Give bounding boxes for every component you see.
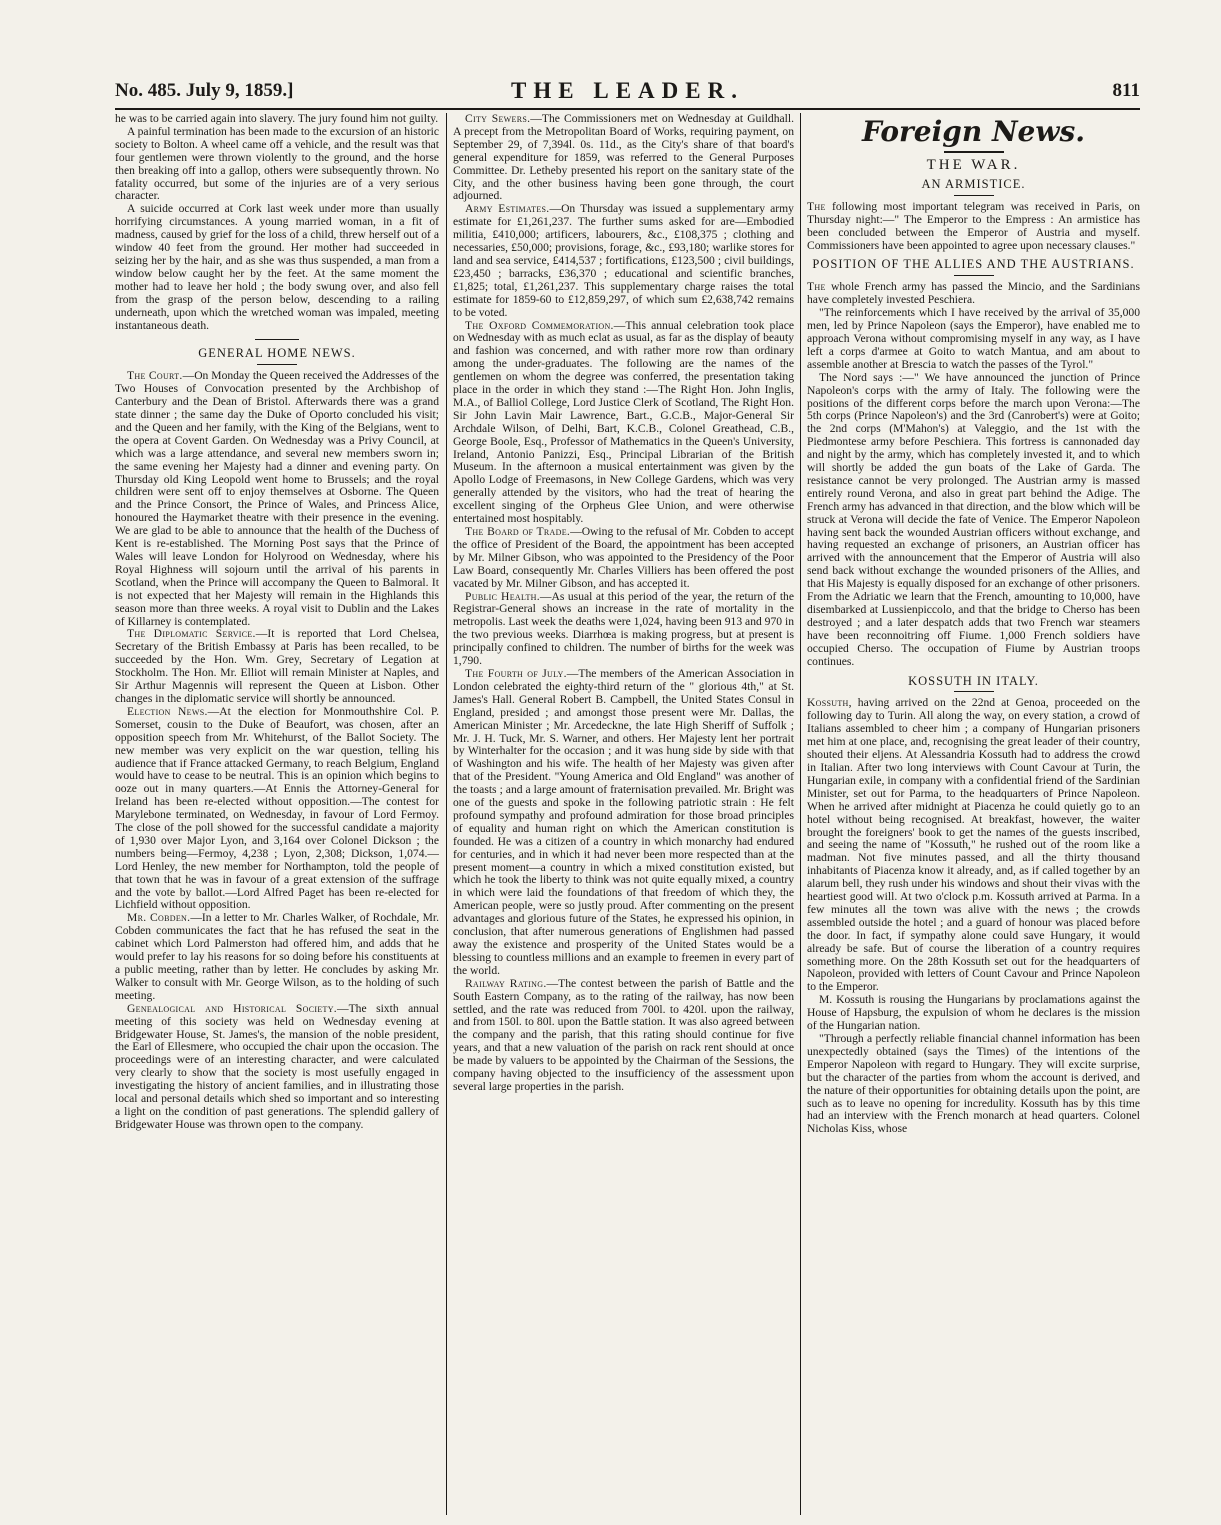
run-in-head: Mr. Cobden. [127, 911, 191, 925]
paragraph-text: —At the election for Monmouthshire Col. P. Somerset, cousin to the Duke of Beaufort, was chosen, after an opposition speech from Mr. Whitehurst, of the Ballot Society. The new member was very explicit on the war question, telling his audience that if France attacked Germany, to reach Belgium, England would have to cease to be neutral. This is an opinion which begins to ooze out in many quarters.—At Ennis the Attorney-General for Ireland has been re-elected without opposition.—The contest for Marylebone terminated, on Wednesday, in favour of Lord Fermoy. The close of the poll showed for the successful candidate a majority of 1,930 over Major Lyon, and 3,164 over Colonel Dickson ; the numbers being—Fermoy, 4,238 ; Lyon, 2,308; Dickson, 1,074.—Lord Henley, the new member for Northampton, told the people of that town that he was in favour of a great extension of the suffrage and the vote by ballot.—Lord Alfred Paget has been re-elected for Lichfield without opposition. [115, 704, 439, 912]
paragraph-text: —It is reported that Lord Chelsea, Secretary of the British Embassy at Paris has been recalled, to be succeeded by the Hon. Wm. Grey, Secretary of Legation at Stockholm. The Hon. Mr. Elliot will remain Minister at Naples, and Sir Arthur Magennis will represent the Queen at Lisbon. Other changes in the diplomatic service will shortly be announced. [115, 627, 439, 705]
paragraph-text: —The members of the American Association in London celebrated the eighty-third return of the " glorious 4th," at St. James's Hall. General Robert B. Campbell, the United States Consul in England, presided ; and amongst those present were Mr. Dallas, the American Minister ; Mr. Arcedeckne, the late High Sheriff of Suffolk ; Mr. J. H. Tuck, Mr. S. Warner, and others. Her Majesty lent her portrait by Winterhalter for the occasion ; and it was hung side by side with that of Washington and his wife. The health of her Majesty was given after that of the President. "Young America and Old England" was another of the toasts ; and a large amount of fraternisation prevailed. Mr. Bright was one of the guests and spoke in the following patriotic strain : He felt profound sympathy and profound admiration for those broad principles of equality and human right on which the American constitution is founded. He was a citizen of a country in which monarchy had endured for centuries, and in which it had never been more respected than at the present moment—a country in which a mixed constitution existed, but which he took the liberty to think was not quite equally mixed, a country in which were laid the foundations of that freedom of which they, the American people, were so justly proud. After commenting on the present advantages and glorious future of the States, he expressed his opinion, in conclusion, that after numerous generations of Englishmen had passed away the existence and prosperity of the United States would be a blessing to countless millions and an example to freemen in every part of the world. [453, 666, 794, 977]
section-heading: KOSSUTH IN ITALY. [807, 675, 1140, 693]
column-2 [453, 113, 794, 1515]
run-in-head: Army Estimates. [465, 202, 550, 216]
column-rule [800, 113, 801, 1515]
paragraph: he was to be carried again into slavery. The jury found him not guilty. [115, 113, 439, 125]
paragraph [807, 697, 1140, 994]
paragraph [453, 526, 794, 591]
paragraph [115, 1003, 439, 1132]
paragraph [115, 370, 439, 628]
run-in-head: The Oxford Commemoration. [465, 318, 614, 332]
paragraph [807, 201, 1140, 253]
paragraph [453, 591, 794, 668]
paragraph: A painful termination has been made to the excursion of an historic society to Bolton. A wheel came off a vehicle, and the result was that four gentlemen were thrown violently to the ground, and the horse then breaking off into a gallop, others were subsequently thrown. No fatality occurred, but some of the injuries are of a very serious character. [115, 124, 439, 203]
paragraph-text: —The contest between the parish of Battle and the South Eastern Company, as to the rating of the railway, has now been settled, and the rate was reduced from 700l. to 420l. upon the railway, and from 150l. to 80l. upon the Battle station. It was also agreed between the company and the parish, that this rating should continue for five years, and that a new valuation of the parish on rack rent should at once be made by valuers to be appointed by the Chairman of the Sessions, the company having objected to the insufficiency of the assessment upon several large properties in the parish. [453, 976, 794, 1093]
paragraph-text: —On Thursday was issued a supplementary army estimate for £1,261,237. The further sums asked for are—Embodied militia, £410,000; artificers, labourers, &c., £108,375 ; clothing and necessaries, £50,000; provisions, forage, &c., £93,180; warlike stores for land and sea service, £414,537 ; fortifications, £123,500 ; civil buildings, £23,450 ; barracks, £36,370 ; educational and scientific branches, £1,825; total, £1,261,237. This supplementary charge raises the total estimate for 1859-60 to £12,859,297, of which sum £2,638,742 remains to be voted. [453, 202, 794, 319]
run-in-head: The Court. [127, 369, 183, 383]
section-rule [255, 339, 299, 340]
paragraph-text: —The Commissioners met on Wednesday at Guildhall. A precept from the Metropolitan Board of Works, requiring payment, on September 29, of 7,394l. 0s. 11d., as the City's share of that board's general expenditure for 1859, was referred to the General Purposes Committee. Dr. Letheby presented his report on the sanitary state of the City, and the other business having been gone through, the court adjourned. [453, 113, 794, 203]
paragraph: A suicide occurred at Cork last week under more than usually horrifying circumstances. A young married woman, in a fit of madness, caused by grief for the loss of a child, threw herself out of a window 40 feet from the ground. Her mother had succeeded in seizing her by the hair, and as she was thus suspended, a man from a window below caught her by the feet. At the same moment the mother had to leave her hold ; the body swung over, and also fell from the grasp of the person below, descending to a railing underneath, upon which the wretched woman was impaled, meeting instantaneous death. [115, 202, 439, 332]
column-3 [807, 113, 1140, 1515]
paragraph [453, 203, 794, 319]
paragraph-text: —This annual celebration took place on Wednesday with as much eclat as usual, as far as the display of beauty and fashion was concerned, and with rather more row than ordinary among the under-graduates. The following are the names of the gentlemen on whom the degree was conferred, the presentation taking place in the order in which they stand :—The Right Hon. John Inglis, M.A., of Balliol College, Lord Justice Clerk of Scotland, The Right Hon. Sir John Lavin Mair Lawrence, Bart., G.C.B., Major-General Sir Archdale Wilson, of Delhi, Bart, K.C.B., Colonel Greathead, C.B., George Boole, Esq., Professor of Mathematics in the Queen's University, Ireland, Antonio Panizzi, Esq., Principal Librarian of the British Museum. In the afternoon a musical entertainment was given by the Apollo Lodge of Freemasons, in New College Gardens, which was very generally attended by the visitors, who had the treat of hearing the excellent singing of the Orpheus Glee Union, and were otherwise entertained most hospitably. [453, 318, 794, 526]
paragraph-text: following most important telegram was received in Paris, on Thursday night:—" The Emperor to the Empress : An armistice has been concluded between the Emperor of Austria and myself. Commissioners have been appointed to agree upon necessary clauses." [807, 199, 1140, 252]
paragraph-text: —In a letter to Mr. Charles Walker, of Rochdale, Mr. Cobden communicates the fact that he has refused the seat in the cabinet which Lord Palmerston had offered him, and adds that he would prefer to lay his reasons for so doing before his constituents at a public meeting, rather than by letter. He concludes by asking Mr. Walker to consult with Mr. George Wilson, as to the holding of such meeting. [115, 911, 439, 1002]
run-in-head: Genealogical and Historical Society. [127, 1001, 337, 1015]
paragraph: "The reinforcements which I have received by the arrival of 35,000 men, led by Prince Napoleon (says the Emperor), have enabled me to approach Verona without compromising myself in any way, as I have left a corps d'armee at Goito to watch Mantua, and am about to assemble another at Brescia to watch the passes of the Tyrol." [807, 306, 1140, 371]
paragraph-text: —The sixth annual meeting of this society was held on Wednesday evening at Bridgewater House, St. James's, the mansion of the noble president, the Earl of Ellesmere, who occupied the chair upon the occasion. The proceedings were of an interesting character, and were calculated very clearly to show that the society is most usefully engaged in investigating the history of ancient families, and in illustrating those local and personal details which shed so important and so interesting a light on the condition of past generations. The splendid gallery of Bridgewater House was thrown open to the company. [115, 1001, 439, 1131]
paragraph-text: —As usual at this period of the year, the return of the Registrar-General shows an increase in the rate of mortality in the metropolis. Last week the deaths were 1,024, having been 913 and 970 in the two previous weeks. Diarrhœa is making progress, but at present is principally confined to children. The number of births for the week was 1,790. [453, 589, 794, 668]
paragraph-text: —Owing to the refusal of Mr. Cobden to accept the office of President of the Board, the appointment has been accepted by Mr. Milner Gibson, who was appointed to the Presidency of the Poor Law Board, consequently Mr. Charles Villiers has been offered the post vacated by Mr. Milner Gibson, and has accepted it. [453, 525, 794, 590]
section-heading: POSITION OF THE ALLIES AND THE AUSTRIANS. [807, 258, 1140, 276]
run-in-head: City Sewers. [465, 113, 531, 125]
run-in-head: Public Health. [465, 589, 540, 603]
page-header [115, 78, 1140, 110]
paragraph: "Through a perfectly reliable financial channel information has been unexpectedly obtained (says the Times) of the intentions of the Emperor Napoleon with regard to Hungary. They will excite surprise, but the character of the parties from whom the account is derived, and the nature of their opportunities for obtaining details upon the point, are such as to leave no opening for incredulity. Kossuth has by this time had an interview with the French monarch at head quarters. Colonel Nicholas Kiss, whose [807, 1032, 1140, 1136]
column-rule [446, 113, 447, 1515]
paragraph: M. Kossuth is rousing the Hungarians by proclamations against the House of Hapsburg, the expulsion of whom he declares is the mission of the Hungarian nation. [807, 993, 1140, 1033]
title-rule [944, 151, 1004, 153]
run-in-head: The [807, 280, 826, 294]
paragraph: The Nord says :—" We have announced the junction of Prince Napoleon's corps with the army of Italy. The following were the positions of the different corps before the march upon Verona:—The 5th corps (Prince Napoleon's) and the 3rd (Canrobert's) were at Goito; the 2nd corps (M'Mahon's) at Valeggio, and the 1st with the Piedmontese army before Peschiera. This fortress is cannonaded day and night by the army, which has completely invested it, and to which will shortly be added the gun boats of the Lake of Garda. The resistance cannot be very prolonged. The Austrian army is massed entirely round Verona, and also in great part behind the Adige. The French army has advanced in that direction, and the blow which will be struck at Verona will decide the fate of Venice. The Emperor Napoleon having sent back the wounded Austrian officers without exchange, and having requested an exchange of prisoners, an Austrian officer has arrived with the announcement that the Emperor of Austria will also send back without exchange the wounded prisoners of the Allies, and that His Majesty is equally disposed for an exchange of other prisoners. From the Adriatic we learn that the French, amounting to 10,000, have disembarked at Lussienpiccolo, and that the bridge to Cherso has been destroyed ; and a later despatch adds that two French war steamers have been reconnoitring off Fiume. 1,000 French soldiers have occupied Cherso. The occupation of Fiume by Austrian troops continues. [807, 370, 1140, 668]
paragraph [115, 912, 439, 1002]
paragraph [115, 706, 439, 913]
paragraph [807, 281, 1140, 307]
the-war-heading: THE WAR. [926, 157, 1021, 173]
paragraph-text: —On Monday the Queen received the Addresses of the Two Houses of Convocation presented by the Archbishop of Canterbury and the Dean of Bristol. Afterwards there was a grand state dinner ; the same day the Duke of Oporto concluded his visit; and the Queen and her family, with the King of the Belgians, went to the opera at Covent Garden. On Wednesday was a Privy Council, at which was a large attendance, and several new members sworn in; the same evening her Majesty had a dinner and evening party. On Thursday old King Leopold went home to Brussels; and the royal children were sent off to enjoy themselves at Osborne. The Queen and the Prince Consort, the Prince of Wales, and Princess Alice, honoured the Haymarket theatre with their presence in the evening. We are glad to be able to announce that the health of the Duchess of Kent is re-established. The Morning Post says that the Prince of Wales will leave London for Holyrood on Wednesday, where his Royal Highness will sojourn until the arrival of his parents in Scotland, when the Prince will accompany the Queen to Balmoral. It is not expected that her Majesty will remain in the Highlands this season more than three weeks. A royal visit to Dublin and the Lakes of Killarney is contemplated. [115, 369, 439, 628]
run-in-head: The Fourth of July. [465, 666, 567, 680]
section-heading: AN ARMISTICE. [807, 178, 1140, 196]
issue-date: No. 485. July 9, 1859.] [115, 80, 294, 101]
column-1 [115, 113, 439, 1515]
paragraph [453, 320, 794, 527]
run-in-head: The Diplomatic Service. [127, 627, 256, 641]
run-in-head: The [807, 199, 826, 213]
run-in-head: Railway Rating. [465, 976, 547, 990]
paragraph [453, 668, 794, 978]
page-number: 811 [1112, 80, 1140, 101]
masthead-title: THE LEADER. [511, 78, 744, 103]
run-in-head: Kossuth, [807, 696, 852, 710]
paragraph [453, 978, 794, 1094]
paragraph [115, 628, 439, 705]
run-in-head: The Board of Trade. [465, 525, 571, 538]
paragraph-text: whole French army has passed the Mincio, and the Sardinians have completely invested Peschiera. [807, 280, 1140, 307]
foreign-news-title: Foreign News. [862, 115, 1085, 148]
paragraph [453, 113, 794, 203]
section-heading: GENERAL HOME NEWS. [115, 347, 439, 365]
paragraph-text: having arrived on the 22nd at Genoa, proceeded on the following day to Turin. All along the way, on every station, a crowd of Italians assembled to cheer him ; a company of Hungarian prisoners met him at one place, and, recognising the great leader of their country, shouted their eljens. At Alessandria Kossuth had to address the crowd in Italian. After two long interviews with Count Cavour at Turin, the Hungarian exile, in company with a confidential friend of the Sardinian Minister, set out for Parma, to the headquarters of Prince Napoleon. When he arrived after midnight at Piacenza he could quietly go to an hotel without being recognised. At breakfast, however, the waiter brought the foreigners' book to get the names of the guests inscribed, and seeing the name of "Kossuth," he rushed out of the room like a madman. Not five minutes passed, and all the thirty thousand inhabitants of Piacenza know it already, and, as if called together by an alarum bell, they rush under his windows and shout their vivas with the heartiest good will. At two o'clock p.m. Kossuth arrived at Parma. In a few minutes all the town was alive with the news ; the crowds assembled outside the hotel ; and a guard of honour was placed before the door. In fact, if sympathy alone could save Hungary, it would already be safe. But of course the liberation of a country requires something more. On the 28th Kossuth set out for the headquarters of Napoleon, provided with letters of Count Cavour and Prince Napoleon to the Emperor. [807, 696, 1140, 994]
run-in-head: Election News. [127, 704, 208, 718]
